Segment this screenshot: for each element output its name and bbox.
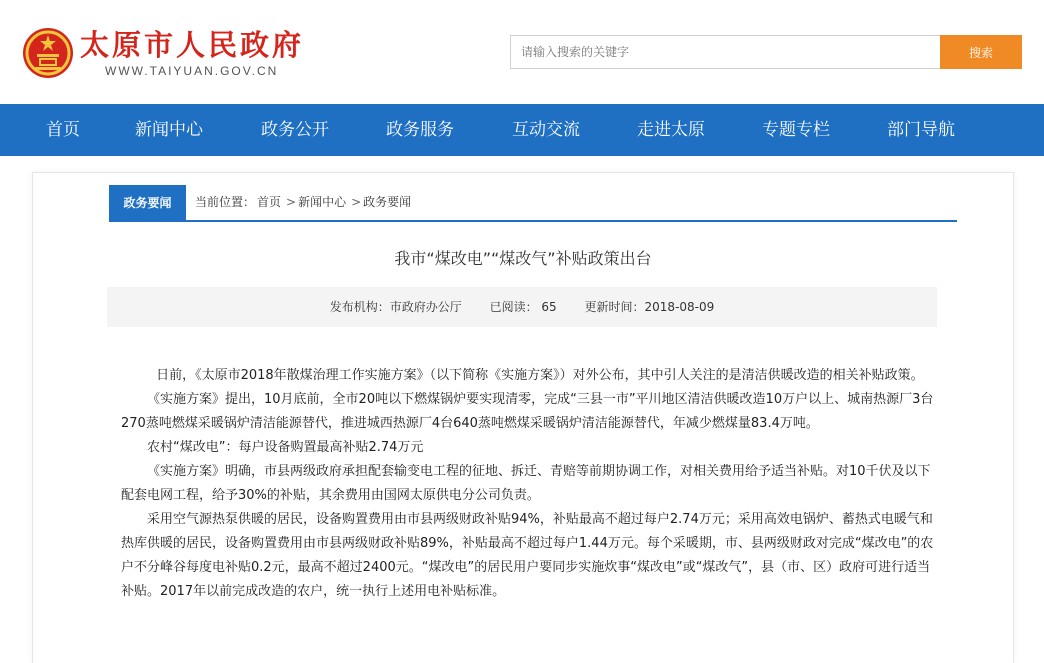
article-paragraph: 《实施方案》提出，10月底前，全市20吨以下燃煤锅炉要实现清零，完成“三县一市”平川地区清洁供暖改造10万户以上、城南热源厂3台270蒸吨燃煤采暖锅炉清洁能源替代，推进城西热源厂4台640蒸吨燃煤采暖锅炉清洁能源替代，年减少燃煤量83.4万吨。 xyxy=(121,392,934,431)
site-url: WWW.TAIYUAN.GOV.CN xyxy=(105,64,279,78)
breadcrumb-link-government-news[interactable]: 政务要闻 xyxy=(363,195,412,209)
nav-item-home[interactable]: 首页 xyxy=(46,120,80,140)
site-header xyxy=(0,0,1044,104)
nav-item-news-center[interactable]: 新闻中心 xyxy=(135,120,203,140)
search-button[interactable]: 搜索 xyxy=(940,35,1022,69)
nav-item-about-taiyuan[interactable]: 走进太原 xyxy=(637,120,705,140)
nav-item-departments[interactable]: 部门导航 xyxy=(887,120,955,140)
publisher-value: 市政府办公厅 xyxy=(389,300,462,314)
views-count: 65 xyxy=(541,300,557,314)
nav-item-special-topics[interactable]: 专题专栏 xyxy=(762,120,830,140)
publisher-label: 发布机构： xyxy=(329,300,390,314)
breadcrumb xyxy=(109,185,957,222)
content-frame xyxy=(32,172,1014,663)
search-box xyxy=(510,35,940,69)
article-paragraph: 采用空气源热泵供暖的居民，设备购置费用由市县两级财政补贴94%，补贴最高不超过每户2.74万元；采用高效电锅炉、蓄热式电暖气和热库供暖的居民，设备购置费用由市县两级财政补贴89%，补贴最高不超过每户1.44万元。每个采暖期，市、县两级财政对完成“煤改电”的农户不分峰谷每度电补贴0.2元，最高不超过2400元。“煤改电”的居民用户要同步实施炊事“煤改电”或“煤改气”，县（市、区）政府可进行适当补贴。2017年以前完成改造的农户，统一执行上述用电补贴标准。 xyxy=(121,512,934,599)
breadcrumb-path xyxy=(195,185,413,220)
nav-item-government-affairs[interactable]: 政务公开 xyxy=(261,120,329,140)
breadcrumb-separator: > xyxy=(351,195,362,209)
breadcrumb-link-news-center[interactable]: 新闻中心 xyxy=(298,195,347,209)
search-input[interactable] xyxy=(511,36,940,68)
site-title[interactable]: 太原市人民政府 xyxy=(80,28,305,62)
article-subheading: 农村“煤改电”：每户设备购置最高补贴2.74万元 xyxy=(147,440,424,455)
breadcrumb-link-home[interactable]: 首页 xyxy=(257,195,282,209)
section-tab[interactable]: 政务要闻 xyxy=(109,185,186,220)
views-label: 已阅读： xyxy=(489,300,538,314)
article-paragraph: 日前，《太原市2018年散煤治理工作实施方案》（以下简称《实施方案》）对外公布，其中引人关注的是清洁供暖改造的相关补贴政策。 xyxy=(156,368,924,383)
article-body xyxy=(121,364,941,604)
nav-item-interaction[interactable]: 互动交流 xyxy=(512,120,580,140)
nav-item-government-services[interactable]: 政务服务 xyxy=(386,120,454,140)
main-nav xyxy=(0,104,1044,156)
article-meta xyxy=(107,287,937,327)
updated-label: 更新时间： xyxy=(584,300,645,314)
breadcrumb-separator: > xyxy=(286,195,297,209)
breadcrumb-prefix: 当前位置： xyxy=(195,195,256,209)
updated-date: 2018-08-09 xyxy=(644,300,715,314)
article-title: 我市“煤改电”“煤改气”补贴政策出台 xyxy=(394,249,652,268)
article-paragraph: 《实施方案》明确，市县两级政府承担配套输变电工程的征地、拆迁、青赔等前期协调工作，对相关费用给予适当补贴。对10千伏及以下配套电网工程，给予30%的补贴，其余费用由国网太原供电分公司负责。 xyxy=(121,464,931,503)
national-emblem-icon[interactable] xyxy=(22,27,74,79)
